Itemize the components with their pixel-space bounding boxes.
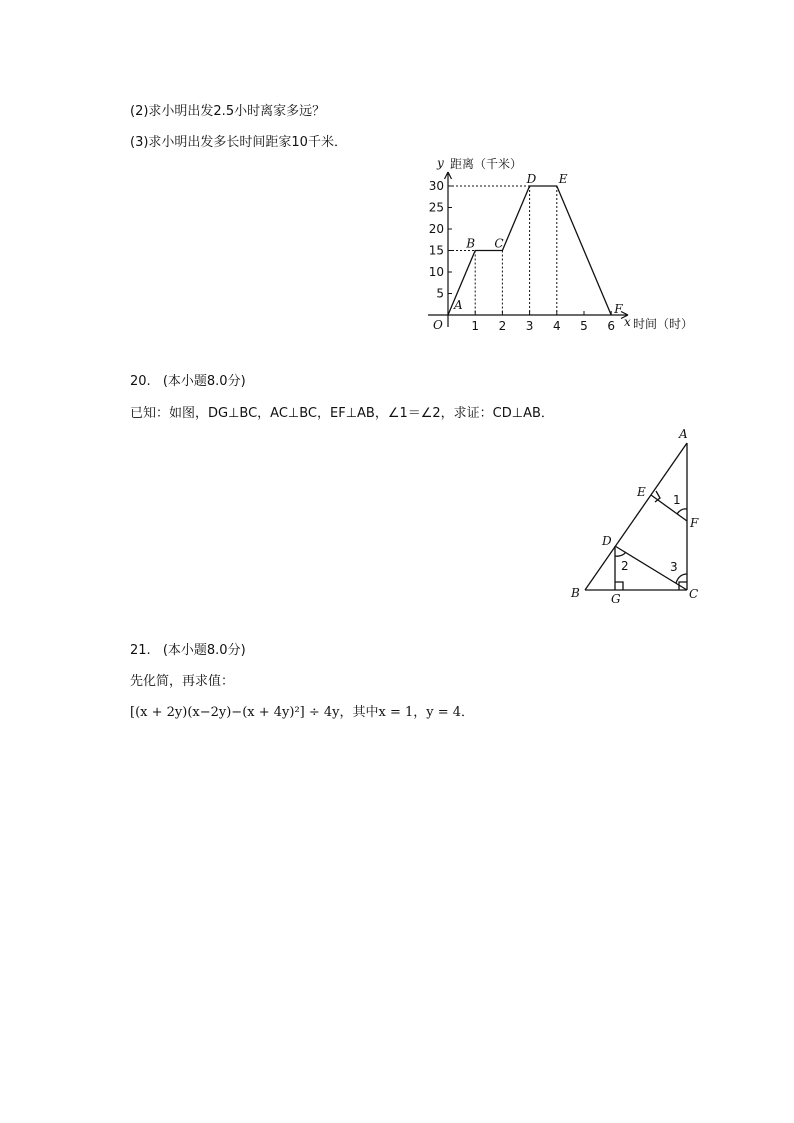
q19-part2: (2)求小明出发2.5小时离家多远？ (130, 104, 326, 119)
point-label-a: A (454, 298, 463, 312)
y-tick-label: 10 (428, 265, 444, 279)
y-tick-label: 15 (428, 243, 444, 258)
x-tick-label: 2 (498, 319, 507, 333)
q21-header (130, 641, 246, 661)
y-tick-label: 5 (436, 286, 444, 301)
q20-score: (本小题8.0分) (162, 374, 246, 389)
point-label-b: B (466, 236, 476, 251)
x-tick-label: 6 (607, 319, 616, 333)
y-axis-label: 距离（千米） (450, 157, 523, 171)
x-tick-label: 4 (552, 319, 561, 333)
y-axis-symbol: y (437, 156, 444, 170)
q20-number: 20. (130, 374, 151, 389)
label-e: E (637, 485, 646, 499)
angle-1-arc (677, 509, 687, 514)
q21-expression: [(x + 2y)(x−2y)−(x + 4y)²] ÷ 4y，其中x = 1，y = 4． (130, 705, 475, 720)
x-tick-label: 1 (471, 319, 480, 333)
label-b: B (571, 586, 580, 600)
x-axis-label: 时间（时） (633, 317, 694, 331)
x-tick-label: 3 (525, 319, 534, 333)
label-d: D (602, 534, 612, 548)
y-tick-label: 25 (428, 200, 444, 215)
origin-label: O (433, 318, 443, 332)
q21-score: (本小题8.0分) (162, 643, 246, 658)
q21-instruction: 先化简，再求值： (130, 674, 235, 689)
label-angle-1: 1 (673, 493, 681, 507)
q19-part3: (3)求小明出发多长时间距家10千米． (130, 135, 347, 150)
label-c: C (689, 587, 699, 601)
right-angle-g (615, 582, 623, 590)
label-f: F (690, 516, 699, 530)
label-angle-3: 3 (670, 560, 678, 574)
x-axis-symbol: x (624, 315, 631, 329)
point-label-e: E (558, 172, 568, 186)
point-label-d: D (526, 172, 537, 186)
label-angle-2: 2 (621, 559, 629, 573)
label-g: G (611, 592, 621, 606)
angle-2-arc (615, 552, 626, 556)
y-tick-label: 30 (428, 179, 444, 193)
segment-ef (651, 495, 687, 521)
point-label-f: F (614, 302, 623, 316)
point-label-c: C (494, 236, 504, 251)
x-tick-label: 5 (580, 319, 588, 333)
y-tick-label: 20 (428, 222, 444, 236)
q21-number: 21. (130, 643, 151, 658)
label-a: A (679, 427, 688, 441)
q20-statement: 已知：如图，DG⊥BC，AC⊥BC，EF⊥AB，∠1＝∠2，求证：CD⊥AB． (130, 406, 554, 421)
